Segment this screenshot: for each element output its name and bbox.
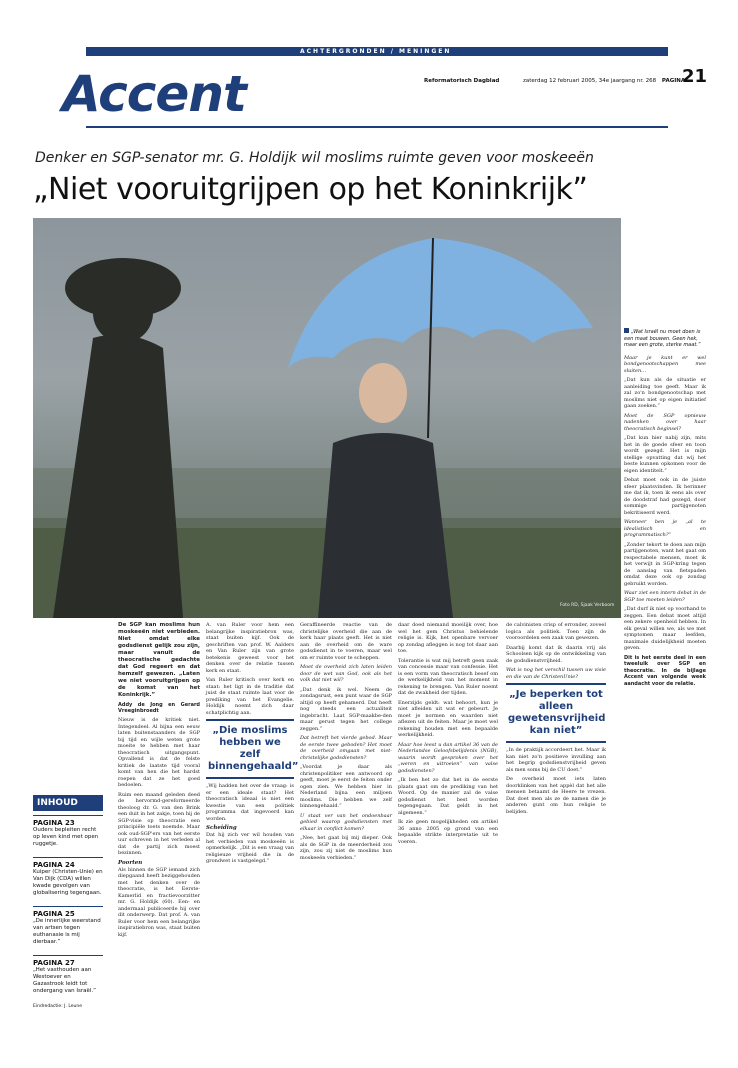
- photo-man: [318, 363, 453, 618]
- series-footnote: Dit is het eerste deel in een tweeluik over SGP en theocratie. In de bijlage Accent van volgende week aandacht voor de relatie.: [624, 654, 706, 687]
- question: Dat betreft het vierde gebod. Maar de eerste twee geboden? Het moet de overheid omgaan met niet-christelijke godsdiensten?: [300, 735, 392, 761]
- column-4: [398, 622, 498, 848]
- column-3: [300, 622, 392, 864]
- paragraph: De overheid moet iets laten doorklinken van het appèl dat het alle mensen betaamt de Heere te vrezen. Dat doet men als ze de namen die je anderen gunt om hun religie te belijden.: [506, 776, 606, 815]
- paragraph: Dat hij zich ver wil houden van het verbieden van moskeeën is opmerkelijk. „Dit is een vraag van religieuze vrijheid die in de grondwet is vastgelegd.”: [206, 832, 294, 864]
- paragraph: „Nee, het gaat bij mij dieper. Ook als de SGP in de meerderheid zou zijn, zou zij niet de moslims hun moskeeën verbieden.”: [300, 835, 392, 861]
- photo-umbrella: [288, 238, 593, 438]
- section-heading: Scheiding: [206, 825, 237, 831]
- newspaper-name: Reformatorisch Dagblad: [424, 78, 500, 84]
- column-2: [206, 622, 299, 868]
- inhoud-text: Ouders bepleiten recht op leven kind met open ruggetje.: [33, 827, 99, 847]
- paragraph: „In de praktijk accordeert het. Maar ik kan niet zo'n positieve invulling aan het begrip godsdienstvrijheid geven als men soms bij de CU doet.”: [506, 747, 606, 773]
- question: U staat ver van het ondoenbaar gebied waarop godsdiensten met elkaar in conflict komen?: [300, 812, 392, 832]
- section-heading: Poorten: [118, 859, 143, 866]
- paragraph: Als binnen de SGP iemand zich diepgaand heeft beziggehouden met het denken over de theocratie, is het Eerste-Kamerlid en fractievoorzitter mr. G. Holdijk (60). Een- en andermaal publiceerde hij over dit onderwerp. Dat prof. A. van Ruler voor hem een belangrijke inspiratiebron was, staat buiten kijf.: [118, 866, 200, 938]
- article-intro: De SGP kan moslims hun moskeeën niet verbieden. Niet omdat elke godsdienst gelijk zou zijn, maar vanuit de theocratische gedachte dat God regeert en dat hemzelf gewezen. „Laten we niet vooruitgrijpen op de komst van het Koninkrijk.”: [118, 622, 200, 698]
- question: Waar ziet een intern debat in de SGP toe moeten leiden?: [624, 590, 706, 603]
- dateline: [523, 78, 685, 84]
- column-1: [118, 622, 200, 941]
- article-author: Addy de Jong en Gerard Vreeginbroedt: [118, 702, 200, 714]
- paragraph: „Dat kun hier nabij zijn, mits het in de goede sfeer en toon wordt gezegd. Het is mijn stellige opvatting dat wij het beste kunnen opkomen voor de eigen identiteit.”: [624, 435, 706, 474]
- paragraph: „Wij hadden het over de vraag: is er een ideale staat? Het theocratisch ideaal is niet een kwestie van een politiek programma dat ingevoerd kan worden.: [206, 783, 294, 822]
- pull-quote: „Je beperken tot alleen gewetensvrijheid kan niet”: [506, 683, 606, 743]
- inhoud-page: PAGINA 25: [33, 910, 75, 918]
- paragraph: „Dat durf ik niet op voorhand te zeggen. Een debat moet altijd een zekere openheid hebben. In elk geval willen we, als we met symptomen maar leefden, maximale duidelijkheid moeten geven.: [624, 606, 706, 651]
- question: Wat is nog het verschil tussen uw visie en die van de ChristenUnie?: [506, 667, 606, 680]
- pull-quote: „Die moslims hebben we zelf binnengehaald”: [206, 719, 294, 779]
- inhoud-credit: Eindredactie: J. Leune: [33, 1004, 82, 1009]
- paragraph: daar doed niemand moeilijk over, hoe wel het gem Christus behielende religie is. Kijk, het openbare vervoer op zondag afleggen is nog tot daar aan toe.: [398, 622, 498, 654]
- inhoud-page: PAGINA 24: [33, 861, 75, 869]
- inhoud-item[interactable]: [33, 906, 103, 951]
- paragraph: Tolerantie is wat mij betreft geen zaak van concessie maar van confessie. Het is een vorm van theocratisch besef om de werkelijkheid van het moment in rekening te brengen. Van Ruler noemt dat de zwakheid der tijden.: [398, 657, 498, 696]
- question: Moet de SGP opnieuw nadenken over haar theocratisch beginsel?: [624, 412, 706, 432]
- page-label: PAGINA: [661, 78, 686, 84]
- photo-statue: [53, 258, 183, 618]
- inhoud-text: Kuiper (Christen-Unie) en Van Dijk (CDA) willen kwade gevolgen van globalisering tegengaan.: [33, 869, 103, 896]
- paragraph: „Dat kun als de situatie er aanleiding toe geeft. Maar ik zal zo'n bondgenootschap met moslims niet op eigen initiatief gaan zoeken.”: [624, 377, 706, 409]
- article-subhead: Denker en SGP-senator mr. G. Holdijk wil moslims ruimte geven voor moskeeën: [35, 150, 594, 166]
- caption-bullet-icon: [624, 328, 629, 333]
- paragraph: Ik zie geen mogelijkheden om artikel 36 anno 2005 op grond van een bepaalde strikte interpretatie uit te voeren.: [398, 819, 498, 845]
- question: Wanneer ben je „al te idealistisch en programmatisch?”: [624, 519, 706, 538]
- paragraph: „Zonder tekort te doen aan mijn partijgenoten, want het gaat om respectabele mensen, moet ik het verwijt in SGP-kring tegen de aanslag van fietspaden omdat deze ook op zondag gebruikt worden.: [624, 541, 706, 587]
- inhoud-text: „Het vasthouden aan Westoever en Gazastrook leidt tot ondergang van Israël.”: [33, 967, 96, 994]
- paragraph: Nieuw is de kritiek niet. Integendeel. Al bijna een eeuw laten buitenstaanders de SGP bij tijd en wijle weten grote moeite te hebben met haar theocratisch uitgangspunt. Opvallend is dat de felste kritiek de laatste tijd vooral komt van hen die het hardst roepen dat ze het goed bedoelen.: [118, 717, 200, 788]
- inhoud-item[interactable]: [33, 955, 103, 1000]
- paragraph: de calvinisten crisp of erronder, zoveel logica als politiek. Toen zijn de vooroordelen een zaak van gewezen.: [506, 622, 606, 641]
- photo-credit: Foto RD, Sjaak Verboom: [560, 603, 615, 608]
- question: Maar hoe leest u dan artikel 36 van de Nederlandse Geloofsbelijdenis (NGB), waarin wordt gesproken over het „weren en uitroeien” van valse godsdiensten?: [398, 741, 498, 774]
- page-number: 21: [682, 66, 708, 87]
- caption-text: „Wat Israël nu moet doen is een maat bouwen. Geen hek, maar een grote, sterke maat.”: [624, 329, 701, 348]
- question: Maar je kunt er wel bondgenootschappen mee sluiten…: [624, 354, 706, 374]
- inhoud-box: [33, 795, 103, 1009]
- paragraph: Geraffineerde reactie van de christelijke overheid die aan de kerk haar plaats geeft. Het is niet aan de overheid om de ware godsdienst in te voeren, maar wel om er ruimte voor te scheppen.: [300, 622, 392, 661]
- inhoud-page: PAGINA 23: [33, 819, 75, 827]
- paragraph: Enerzijds geldt: wat behoort, kun je niet afleiden uit wat er gebeurt. Je moet je normen en waarden niet aflezen uit de feiten. Maar je moet wel rekening houden met een bepaalde werkelijkheid.: [398, 699, 498, 738]
- question: Moet de overheid zich laten leiden door de wet van God, ook als het volk dat niet wil?: [300, 664, 392, 683]
- photo-scene: [33, 218, 621, 618]
- column-6: [624, 355, 706, 688]
- masthead-rule: [86, 126, 668, 128]
- paragraph: Ruim een maand geleden deed de hervormd-gereformeerde theoloog dr. G. van den Brink een duit in het zakje, toen hij de SGP-visie op theocratie een principiële toets noemde. Maar ook oud-SGP'ers van het eerste uur schreven in het verleden al dat de partij zich moest bezinnen.: [118, 791, 200, 856]
- paragraph: A. van Ruler voor hem een belangrijke inspiratiebron was, staat buiten kijf. Ook de geschriften van prof. W. Aalders en Van Ruler zijn van grote betekenis geweest voor het denken over de relatie tussen kerk en staat.: [206, 622, 294, 674]
- masthead-accent: Accent: [62, 65, 246, 123]
- paragraph: „Voordat je daar als christenpolitiker een antwoord op geeft, moet je eerst de feiten onder ogen zien. We hebben hier in Nederland bijna een miljoen moslims. Die hebben we zelf binnengehaald.”: [300, 764, 392, 809]
- paragraph: Daarbij komt dat ik daarin vrij als Schoolsen kijk op de ontwikkeling van de godsdienstvrijheid.: [506, 644, 606, 664]
- section-bar-label: ACHTERGRONDEN / MENINGEN: [300, 48, 452, 55]
- inhoud-item[interactable]: [33, 857, 103, 902]
- paragraph: „Ik ben het zo dat het in de eerste plaats gaat om de prediking van het Woord. Op de manier zal de valse godsdienst het best worden tegengegaan. Dat geldt in het algemeen.”: [398, 777, 498, 816]
- inhoud-item[interactable]: [33, 815, 103, 853]
- inhoud-text: „De innerlijke weerstand van artsen tegen euthanasie is mij dierbaar.”: [33, 918, 101, 945]
- paragraph: Debat moet ook in de juiste sfeer plaatsvinden. Ik herinner me dat ik, toen ik eens als over de doodstraf had gezegd, door sommige partijgenoten bekritiseerd werd.: [624, 477, 706, 516]
- article-headline: „Niet vooruitgrijpen op het Koninkrijk”: [33, 172, 588, 207]
- article-photo: [33, 218, 621, 618]
- inhoud-title: INHOUD: [33, 795, 103, 811]
- date-text: zaterdag 12 februari 2005, 34e jaargang nr. 268: [523, 78, 657, 84]
- inhoud-page: PAGINA 27: [33, 959, 75, 967]
- paragraph: „Dat denk ik wel. Neem de zondagsrust, een punt waar de SGP altijd op heeft gehamerd. Dat heeft nog steeds een actualiteit ingebracht. Laat SGP-maakbe-den maar gerust tegen het college zeggen.”: [300, 686, 392, 732]
- column-5: [506, 622, 606, 818]
- photo-caption: [624, 328, 706, 690]
- paragraph: Van Ruler kritisch over kerk en staat: het ligt in de traditie dat juist de staat ruimte laat voor de prediking van het Evangelie. Holdijk noemt zich daar schatplichtig aan.: [206, 677, 294, 716]
